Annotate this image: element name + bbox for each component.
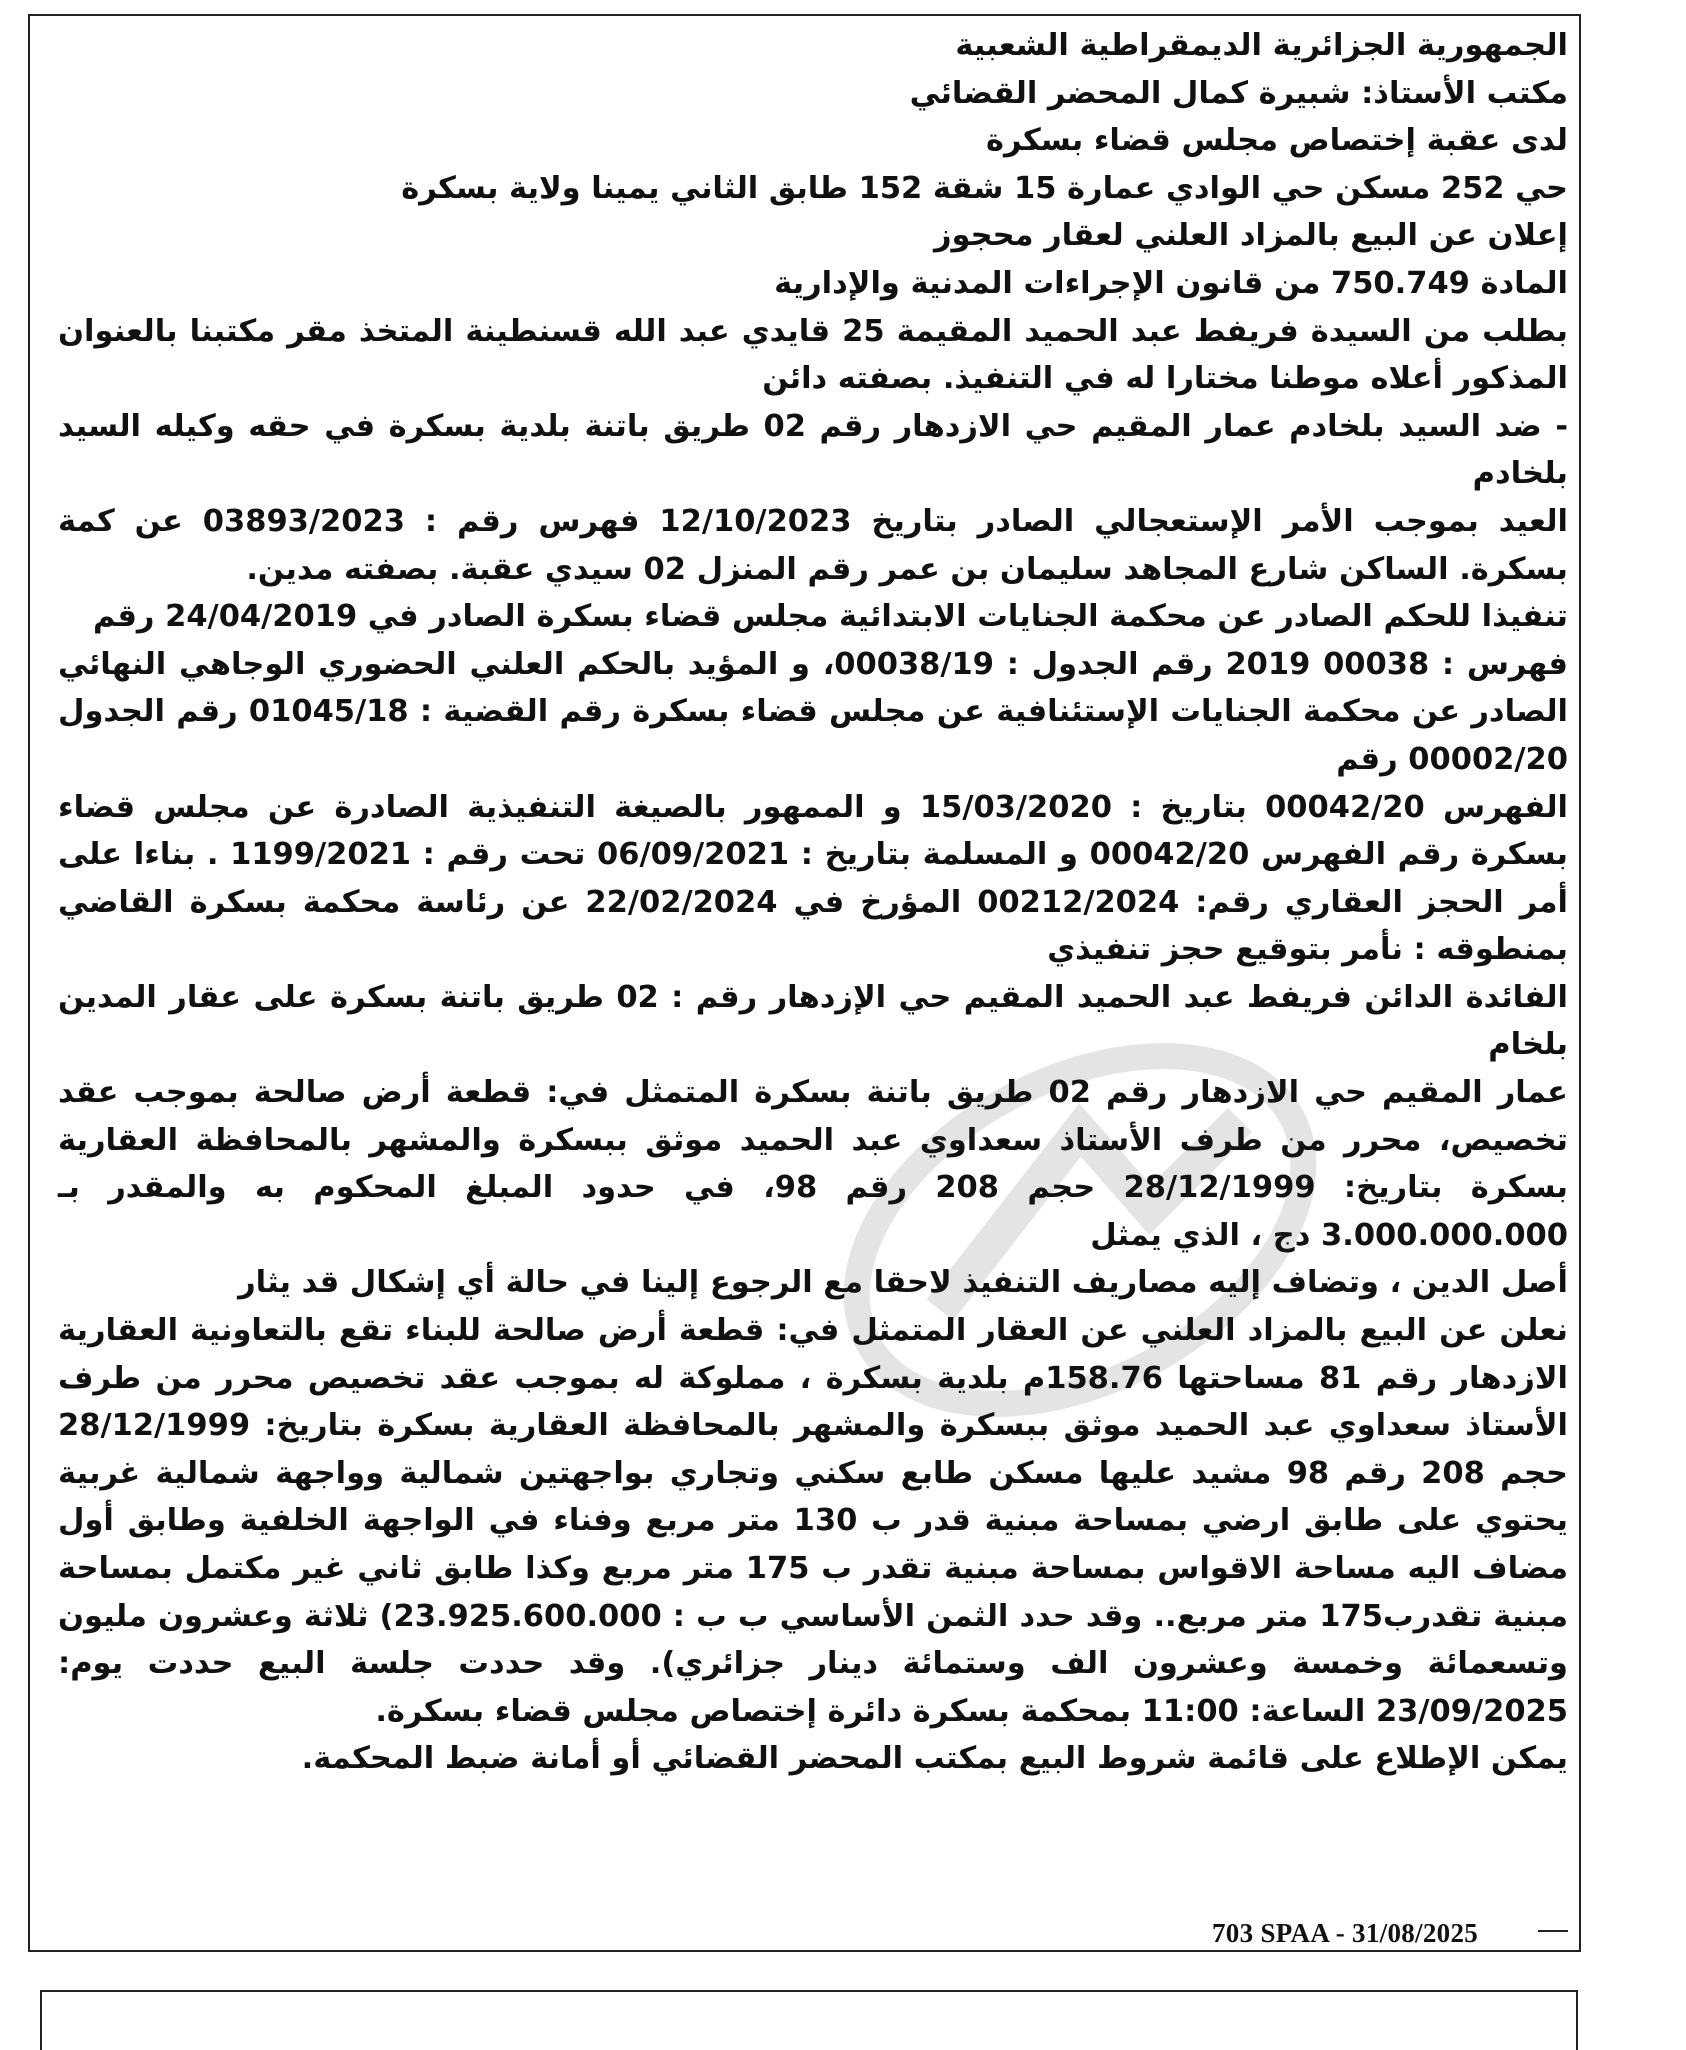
notice-reference: 703 SPAA - 31/08/2025 <box>1212 1918 1479 1948</box>
next-notice-frame <box>40 1990 1578 2050</box>
notice-header-jurisdiction: لدى عقبة إختصاص مجلس قضاء بسكرة <box>986 123 1568 159</box>
notice-paragraph-appeal: فهرس : 00038 2019 رقم الجدول : 00038/19، و المؤيد بالحكم العلني الحضوري الوجاهي النهائي الصادر عن محكمة الجنايات الإستئنافية عن مجلس قضاء بسكرة رقم القضية : 01045/18 رقم الجدول 00002/20 رقم <box>58 646 1569 777</box>
notice-paragraph-order: العيد بموجب الأمر الإستعجالي الصادر بتاريخ 12/10/2023 فهرس رقم : 03893/2023 عن كمة بسكرة. الساكن شارع المجاهد سليمان بن عمر رقم المنزل 02 سيدي عقبة. بصفته مدين. <box>58 503 1568 587</box>
notice-paragraph-beneficiary: الفائدة الدائن فريفط عبد الحميد المقيم حي الإزدهار رقم : 02 طريق باتنة بسكرة على عقار المدين بلخام <box>58 979 1568 1063</box>
notice-paragraph-creditor: بطلب من السيدة فريفط عبد الحميد المقيمة 25 قايدي عبد الله قسنطينة المتخذ مقر مكتبنا بالعنوان المذكور أعلاه موطنا مختارا له في التنفيذ. بصفته دائن <box>58 313 1569 397</box>
notice-paragraph-costs: أصل الدين ، وتضاف إليه مصاريف التنفيذ لاحقا مع الرجوع إلينا في حالة أي إشكال قد يثار <box>238 1265 1568 1301</box>
notice-legal-article: المادة 750.749 من قانون الإجراءات المدنية والإدارية <box>774 265 1568 301</box>
notice-paragraph-seizure: الفهرس 00042/20 بتاريخ : 15/03/2020 و الممهور بالصيغة التنفيذية الصادرة عن مجلس قضاء بسكرة رقم الفهرس 00042/20 و المسلمة بتاريخ : 06/09/2021 تحت رقم : 1199/2021 . بناءا على أمر الحجز العقاري رقم: 00212/2024 المؤرخ في 22/02/2024 عن رئاسة محكمة بسكرة القاضي بمنطوقه : نأمر بتوقيع حجز تنفيذي <box>58 789 1569 968</box>
notice-header-office: مكتب الأستاذ: شبيرة كمال المحضر القضائي <box>909 75 1568 111</box>
notice-paragraph-conditions: يمكن الإطلاع على قائمة شروط البيع بمكتب المحضر القضائي أو أمانة ضبط المحكمة. <box>301 1741 1568 1777</box>
notice-paragraph-debtor: - ضد السيد بلخادم عمار المقيم حي الازدهار رقم 02 طريق باتنة بلدية بسكرة في حقه وكيله السيد بلخادم <box>58 408 1568 492</box>
legal-notice <box>58 22 1568 1783</box>
notice-paragraph-judgment: تنفيذا للحكم الصادر عن محكمة الجنايات الابتدائية مجلس قضاء بسكرة الصادر في 24/04/2019 رقم <box>93 599 1568 635</box>
notice-title: إعلان عن البيع بالمزاد العلني لعقار محجوز <box>933 218 1568 254</box>
notice-paragraph-property: عمار المقيم حي الازدهار رقم 02 طريق باتنة بسكرة المتمثل في: قطعة أرض صالحة بموجب عقد تخصيص، محرر من طرف الأستاذ سعداوي عبد الحميد موثق ببسكرة والمشهر بالمحافظة العقارية بسكرة بتاريخ: 28/12/1999 حجم 208 رقم 98، في حدود المبلغ المحكوم به والمقدر بـ 3.000.000.000 دج ، الذي يمثل <box>58 1075 1568 1253</box>
footer-divider <box>1538 1930 1568 1932</box>
notice-paragraph-sale: نعلن عن البيع بالمزاد العلني عن العقار المتمثل في: قطعة أرض صالحة للبناء تقع بالتعاونية العقارية الازدهار رقم 81 مساحتها 158.76م بلدية بسكرة ، مملوكة له بموجب عقد تخصيص محرر من طرف الأستاذ سعداوي عبد الحميد موثق ببسكرة والمشهر بالمحافظة العقارية بسكرة بتاريخ: 28/12/1999 حجم 208 رقم 98 مشيد عليها مسكن طابع سكني وتجاري بواجهتين شمالية وواجهة شمالية غربية يحتوي على طابق ارضي بمساحة مبنية قدر ب 130 متر مربع وفناء في الواجهة الخلفية وطابق أول مضاف اليه مساحة الاقواس بمساحة مبنية تقدر ب 175 متر مربع وكذا طابق ثاني غير مكتمل بمساحة مبنية تقدرب175 متر مربع.. وقد حدد الثمن الأساسي ب ب : 23.925.600.000) ثلاثة وعشرون مليون وتسعمائة وخمسة وعشرون الف وستمائة دينار جزائري). وقد حددت جلسة البيع حددت يوم: 23/09/2025 الساعة: 11:00 بمحكمة بسكرة دائرة إختصاص مجلس قضاء بسكرة. <box>58 1313 1569 1729</box>
notice-header-address: حي 252 مسكن حي الوادي عمارة 15 شقة 152 طابق الثاني يمينا ولاية بسكرة <box>401 170 1568 206</box>
notice-header-republic: الجمهورية الجزائرية الديمقراطية الشعبية <box>955 28 1568 63</box>
